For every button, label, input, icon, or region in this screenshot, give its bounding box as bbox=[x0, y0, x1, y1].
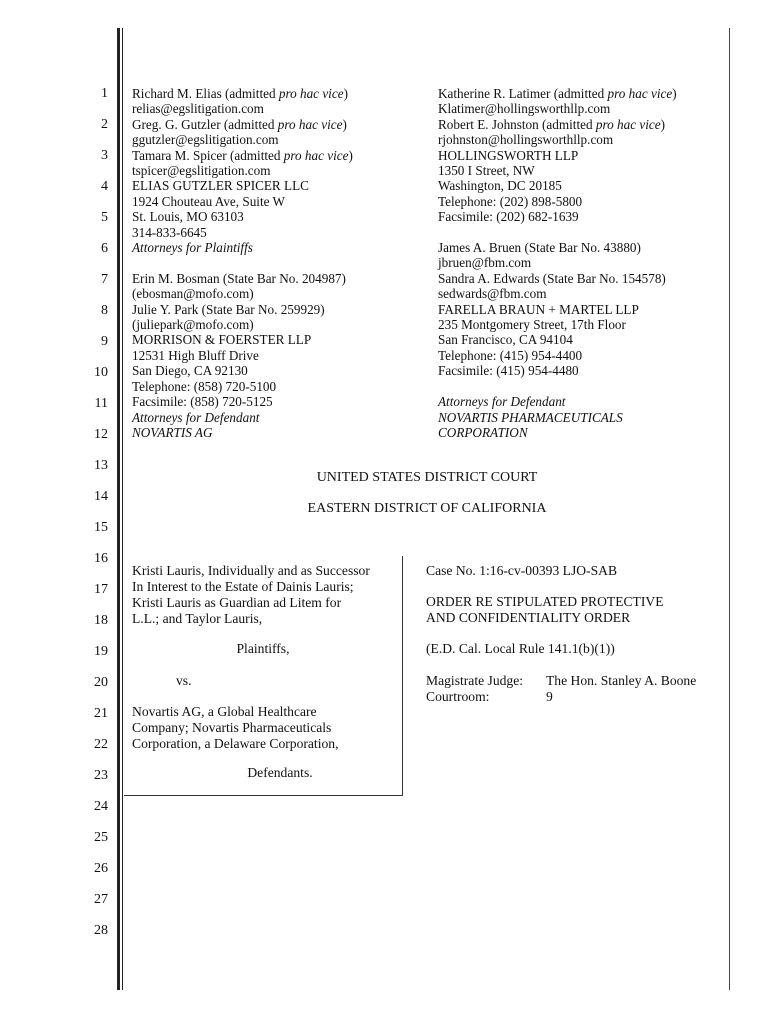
counsel-line: sedwards@fbm.com bbox=[438, 286, 547, 302]
defendant-counsel-block bbox=[438, 86, 677, 440]
counsel-line: Richard M. Elias (admitted pro hac vice) bbox=[132, 86, 348, 101]
plaintiff-counsel-block bbox=[132, 86, 353, 440]
counsel-line: HOLLINGSWORTH LLP bbox=[438, 147, 579, 163]
counsel-role: Attorneys for Defendant bbox=[132, 409, 260, 425]
counsel-line: San Francisco, CA 94104 bbox=[438, 332, 573, 348]
courtroom-label: Courtroom: bbox=[426, 689, 490, 704]
plaintiffs-label: Plaintiffs, bbox=[236, 641, 290, 656]
counsel-line: relias@egslitigation.com bbox=[132, 101, 264, 117]
courtroom-value: 9 bbox=[546, 689, 553, 704]
line-number: 12 bbox=[94, 427, 108, 442]
line-number: 25 bbox=[94, 830, 108, 845]
counsel-line: 12531 High Bluff Drive bbox=[132, 347, 259, 363]
counsel-line: ELIAS GUTZLER SPICER LLC bbox=[132, 178, 309, 194]
order-title bbox=[426, 594, 664, 626]
counsel-line: Julie Y. Park (State Bar No. 259929) bbox=[132, 301, 325, 317]
counsel-line: ggutzler@egslitigation.com bbox=[132, 132, 279, 148]
line-number: 28 bbox=[94, 923, 108, 938]
case-number: Case No. 1:16-cv-00393 LJO-SAB bbox=[426, 563, 618, 578]
line-number: 8 bbox=[101, 303, 108, 318]
line-number: 7 bbox=[101, 272, 108, 287]
line-number: 2 bbox=[101, 117, 108, 132]
counsel-role: Attorneys for Defendant bbox=[438, 394, 566, 410]
counsel-line: Telephone: (858) 720-5100 bbox=[132, 378, 277, 394]
counsel-line: rjohnston@hollingsworthllp.com bbox=[438, 132, 614, 148]
line-number: 11 bbox=[94, 396, 108, 411]
caption-right-border bbox=[402, 556, 403, 796]
counsel-line: Facsimile: (858) 720-5125 bbox=[132, 394, 273, 410]
judge-info bbox=[426, 673, 696, 705]
counsel-line: San Diego, CA 92130 bbox=[132, 363, 248, 379]
line-number: 5 bbox=[101, 210, 108, 225]
court-district: EASTERN DISTRICT OF CALIFORNIA bbox=[307, 501, 547, 516]
counsel-line: Washington, DC 20185 bbox=[438, 178, 562, 194]
line-number: 14 bbox=[94, 489, 108, 504]
counsel-line: Telephone: (202) 898-5800 bbox=[438, 193, 583, 209]
judge-value: The Hon. Stanley A. Boone bbox=[546, 673, 697, 688]
line-number: 9 bbox=[101, 334, 108, 349]
counsel-role: NOVARTIS AG bbox=[132, 424, 213, 440]
line-number: 3 bbox=[101, 148, 108, 163]
counsel-line: Telephone: (415) 954-4400 bbox=[438, 347, 583, 363]
left-margin-rule-inner bbox=[122, 28, 123, 990]
counsel-line: Sandra A. Edwards (State Bar No. 154578) bbox=[438, 270, 666, 286]
counsel-line: Facsimile: (202) 682-1639 bbox=[438, 209, 579, 225]
order-title-line: AND CONFIDENTIALITY ORDER bbox=[426, 610, 631, 625]
defendants-caption bbox=[132, 704, 338, 752]
counsel-line: St. Louis, MO 63103 bbox=[132, 209, 244, 225]
line-number: 1 bbox=[101, 86, 108, 101]
judge-label: Magistrate Judge: bbox=[426, 673, 524, 688]
line-number: 6 bbox=[101, 241, 108, 256]
counsel-role: NOVARTIS PHARMACEUTICALS bbox=[438, 409, 623, 425]
counsel-line: Tamara M. Spicer (admitted pro hac vice) bbox=[132, 147, 353, 163]
defendants-label: Defendants. bbox=[247, 765, 313, 780]
line-number: 24 bbox=[94, 799, 108, 814]
line-number: 19 bbox=[94, 644, 108, 659]
counsel-line: jbruen@fbm.com bbox=[438, 255, 532, 271]
counsel-line: tspicer@egslitigation.com bbox=[132, 163, 271, 179]
counsel-line: 1924 Chouteau Ave, Suite W bbox=[132, 193, 285, 209]
versus-label: vs. bbox=[176, 673, 192, 688]
counsel-line: 1350 I Street, NW bbox=[438, 163, 535, 179]
left-margin-rule bbox=[117, 28, 120, 990]
line-number: 23 bbox=[94, 768, 108, 783]
counsel-line: Robert E. Johnston (admitted pro hac vice) bbox=[438, 116, 665, 132]
line-number: 22 bbox=[94, 737, 108, 752]
line-number: 20 bbox=[94, 675, 108, 690]
counsel-line: Erin M. Bosman (State Bar No. 204987) bbox=[132, 270, 346, 286]
counsel-line: MORRISON & FOERSTER LLP bbox=[132, 332, 312, 348]
line-number: 10 bbox=[94, 365, 108, 380]
order-title-line: ORDER RE STIPULATED PROTECTIVE bbox=[426, 594, 664, 609]
line-number: 15 bbox=[94, 520, 108, 535]
caption-line: Kristi Lauris as Guardian ad Litem for bbox=[132, 595, 342, 610]
caption-line: L.L.; and Taylor Lauris, bbox=[132, 611, 263, 626]
caption-bottom-border bbox=[124, 795, 403, 796]
line-number: 16 bbox=[94, 551, 108, 566]
line-number: 17 bbox=[94, 582, 108, 597]
counsel-line: Greg. G. Gutzler (admitted pro hac vice) bbox=[132, 116, 347, 132]
caption-line: Novartis AG, a Global Healthcare bbox=[132, 704, 317, 719]
counsel-line: Katherine R. Latimer (admitted pro hac vice) bbox=[438, 86, 677, 101]
plaintiffs-caption bbox=[132, 563, 370, 627]
caption-line: Corporation, a Delaware Corporation, bbox=[132, 736, 339, 751]
caption-line: Kristi Lauris, Individually and as Successor bbox=[132, 563, 370, 578]
counsel-line: (ebosman@mofo.com) bbox=[132, 286, 254, 302]
counsel-line: James A. Bruen (State Bar No. 43880) bbox=[438, 240, 641, 256]
line-number: 13 bbox=[94, 458, 108, 473]
counsel-role: CORPORATION bbox=[438, 424, 528, 440]
line-number: 27 bbox=[94, 892, 108, 907]
court-name: UNITED STATES DISTRICT COURT bbox=[316, 470, 538, 485]
line-number: 21 bbox=[94, 706, 108, 721]
counsel-line: 314-833-6645 bbox=[132, 224, 207, 240]
counsel-role: Attorneys for Plaintiffs bbox=[132, 240, 253, 256]
line-number: 4 bbox=[101, 179, 108, 194]
caption-line: Company; Novartis Pharmaceuticals bbox=[132, 720, 332, 735]
local-rule: (E.D. Cal. Local Rule 141.1(b)(1)) bbox=[426, 641, 615, 656]
counsel-line: Klatimer@hollingsworthllp.com bbox=[438, 101, 611, 117]
line-number: 26 bbox=[94, 861, 108, 876]
caption-line: In Interest to the Estate of Dainis Lauris; bbox=[132, 579, 354, 594]
line-number: 18 bbox=[94, 613, 108, 628]
counsel-line: 235 Montgomery Street, 17th Floor bbox=[438, 317, 626, 333]
counsel-line: (juliepark@mofo.com) bbox=[132, 317, 254, 333]
counsel-line: FARELLA BRAUN + MARTEL LLP bbox=[438, 301, 639, 317]
counsel-line: Facsimile: (415) 954-4480 bbox=[438, 363, 579, 379]
